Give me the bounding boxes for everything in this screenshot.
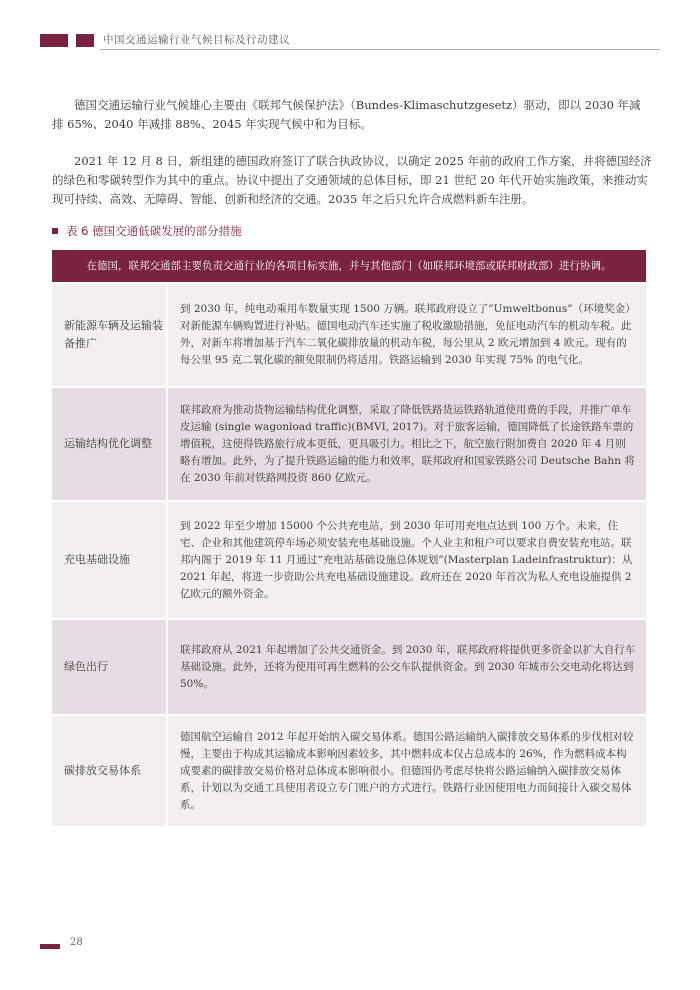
table-row [52,620,646,714]
table-caption-text: 表 6 德国交通低碳发展的部分措施 [66,224,242,238]
table-row [52,716,646,826]
header-accent-bar [40,34,68,47]
table-row-content: 德国航空运输自 2012 年起开始纳入碳交易体系。德国公路运输纳入碳排放交易体系的步伐相对较慢，主要由于构成其运输成本影响因素较多，其中燃料成本仅占总成本的 26%，作为燃料成本构成要素的碳排放交易价格对总体成本影响很小。但德国仍考虑尽快将公路运输纳入碳排放交易体系，计划以为交通工具使用者设立专门账户的方式进行。铁路行业因使用电力而间接计入碳交易体系。 [168,716,646,826]
table-row [52,388,646,500]
table-caption [52,223,242,239]
caption-square-icon [52,228,58,234]
body-paragraph-1: 德国交通运输行业气候雄心主要由《联邦气候保护法》（Bundes-Klimaschutzgesetz）驱动，即以 2030 年减排 65%、2040 年减排 88%、2045 年实现气候中和为目标。 [52,98,641,131]
footer-accent-bar [40,944,60,949]
table-row [52,502,646,618]
table-row-content: 到 2030 年，纯电动乘用车数量实现 1500 万辆。联邦政府设立了”Umweltbonus”（环境奖金）对新能源车辆购置进行补贴。德国电动汽车还实施了税收激励措施，免征电动汽车的机动车税。此外，对新车将增加基于汽车二氧化碳排放量的机动车税，每公里从 2 欧元增加到 4 欧元。现有的每公里 95 克二氧化碳的额免限制仍将适用。铁路运输到 2030 年实现 75% 的电气化。 [168,284,646,386]
header-accent-bar-small [76,34,94,47]
header-rule [100,49,660,50]
page-number: 28 [70,937,83,948]
table-row [52,284,646,386]
table-row-label: 运输结构优化调整 [52,388,166,500]
running-header-title: 中国交通运输行业气候目标及行动建议 [103,34,290,46]
table-header-banner: 在德国，联邦交通部主要负责交通行业的各项目标实施，并与其他部门（如联邦环境部或联邦财政部）进行协调。 [52,250,646,282]
table-row-content: 到 2022 年至少增加 15000 个公共充电站，到 2030 年可用充电点达到 100 万个。未来，住宅、企业和其他建筑停车场必须安装充电基础设施。个人业主和租户可以要求自费安装充电站。联邦内阁于 2019 年 11 月通过“充电站基础设施总体规划”(Masterplan Ladeinfrastruktur)：从 2021 年起，将进一步资助公共充电基础设施建设。政府还在 2020 年首次为私人充电设施提供 2 亿欧元的额外资金。 [168,502,646,618]
body-paragraph-2: 2021 年 12 月 8 日，新组建的德国政府签订了联合执政协议，以确定 2025 年前的政府工作方案，并将德国经济的绿色和零碳转型作为其中的重点。协议中提出了交通领域的总体目标，即 21 世纪 20 年代开始实施政策，来推动实现可持续、高效、无障碍、智能、创新和经济的交通。2035 年之后只允许合成燃料新车注册。 [52,154,652,206]
table-row-label: 碳排放交易体系 [52,716,166,826]
table-row-label: 充电基础设施 [52,502,166,618]
table-row-label: 新能源车辆及运输装备推广 [52,284,166,386]
table-row-content: 联邦政府为推动货物运输结构优化调整，采取了降低铁路货运铁路轨道使用费的手段，并推广单车皮运输 (single wagonload traffic)(BMVI, 2017)。对于旅客运输，德国降低了长途铁路车票的增值税，这使得铁路旅行成本更低，更具吸引力。相比之下，航空旅行附加费自 2020 年 4 月则略有增加。此外，为了提升铁路运输的能力和效率，联邦政府和国家铁路公司 Deutsche Bahn 将在 2030 年前对铁路网投资 860 亿欧元。 [168,388,646,500]
table-row-content: 联邦政府从 2021 年起增加了公共交通资金。到 2030 年，联邦政府将提供更多资金以扩大自行车基础设施。此外，还将为使用可再生燃料的公交车队提供资金。到 2030 年城市公交电动化将达到 50%。 [168,620,646,714]
table-row-label: 绿色出行 [52,620,166,714]
